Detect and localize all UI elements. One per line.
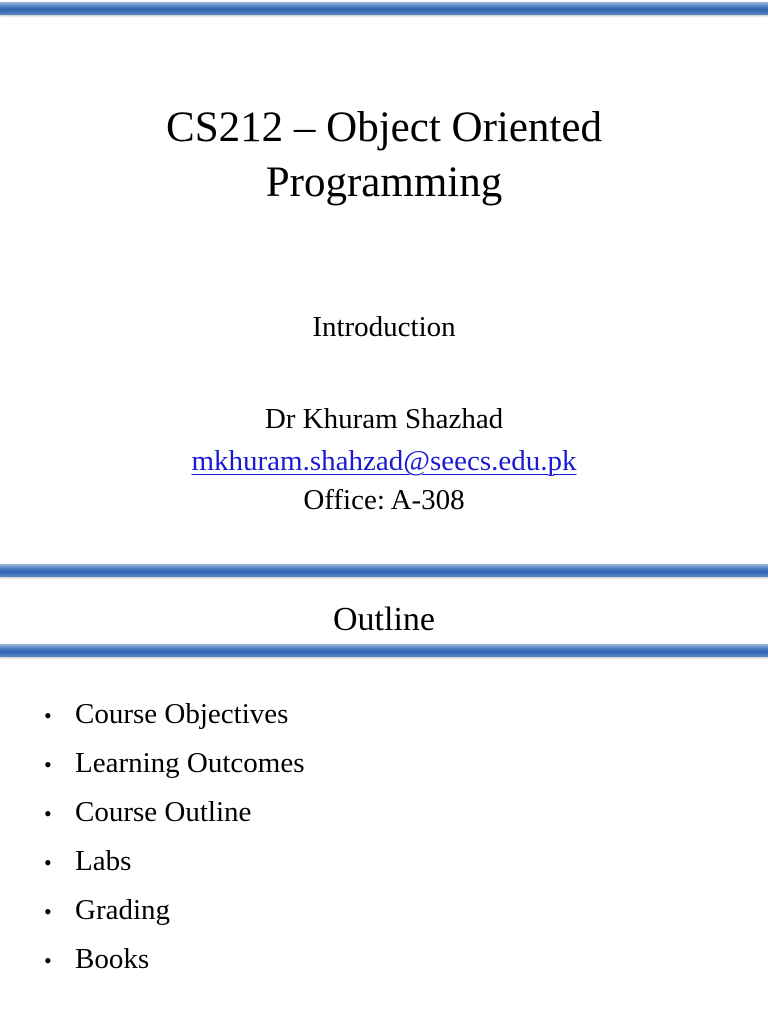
presenter-email-row [0, 443, 768, 479]
list-item [44, 935, 305, 984]
list-item-label: Grading [75, 894, 171, 926]
slide-top-bar [0, 564, 768, 577]
outline-title: Outline [333, 601, 435, 638]
slide-subtitle: Introduction [312, 311, 456, 343]
presenter-name: Dr Khuram Shazhad [264, 403, 504, 435]
list-item [44, 690, 305, 739]
bullet-icon: • [44, 899, 52, 924]
presenter-email-link[interactable]: mkhuram.shahzad@seecs.edu.pk [191, 445, 577, 477]
list-item [44, 886, 305, 935]
presenter-office: Office: A-308 [303, 484, 465, 516]
title-divider-bar [0, 644, 768, 657]
slide-title-line-2: Programming [265, 159, 503, 206]
slide-top-bar [0, 2, 768, 15]
list-item-label: Course Outline [75, 796, 252, 828]
list-item [44, 739, 305, 788]
list-item [44, 837, 305, 886]
list-item-label: Books [75, 943, 150, 975]
list-item-label: Course Objectives [75, 698, 289, 730]
list-item [44, 788, 305, 837]
bullet-icon: • [44, 703, 52, 728]
bullet-icon: • [44, 948, 52, 973]
list-item-label: Labs [75, 845, 132, 877]
slide-title-line-1: CS212 – Object Oriented [166, 104, 602, 151]
bullet-icon: • [44, 752, 52, 777]
slide-outline [0, 562, 768, 1024]
bullet-icon: • [44, 850, 52, 875]
outline-bullet-list [44, 690, 305, 984]
bullet-icon: • [44, 801, 52, 826]
list-item-label: Learning Outcomes [75, 747, 305, 779]
